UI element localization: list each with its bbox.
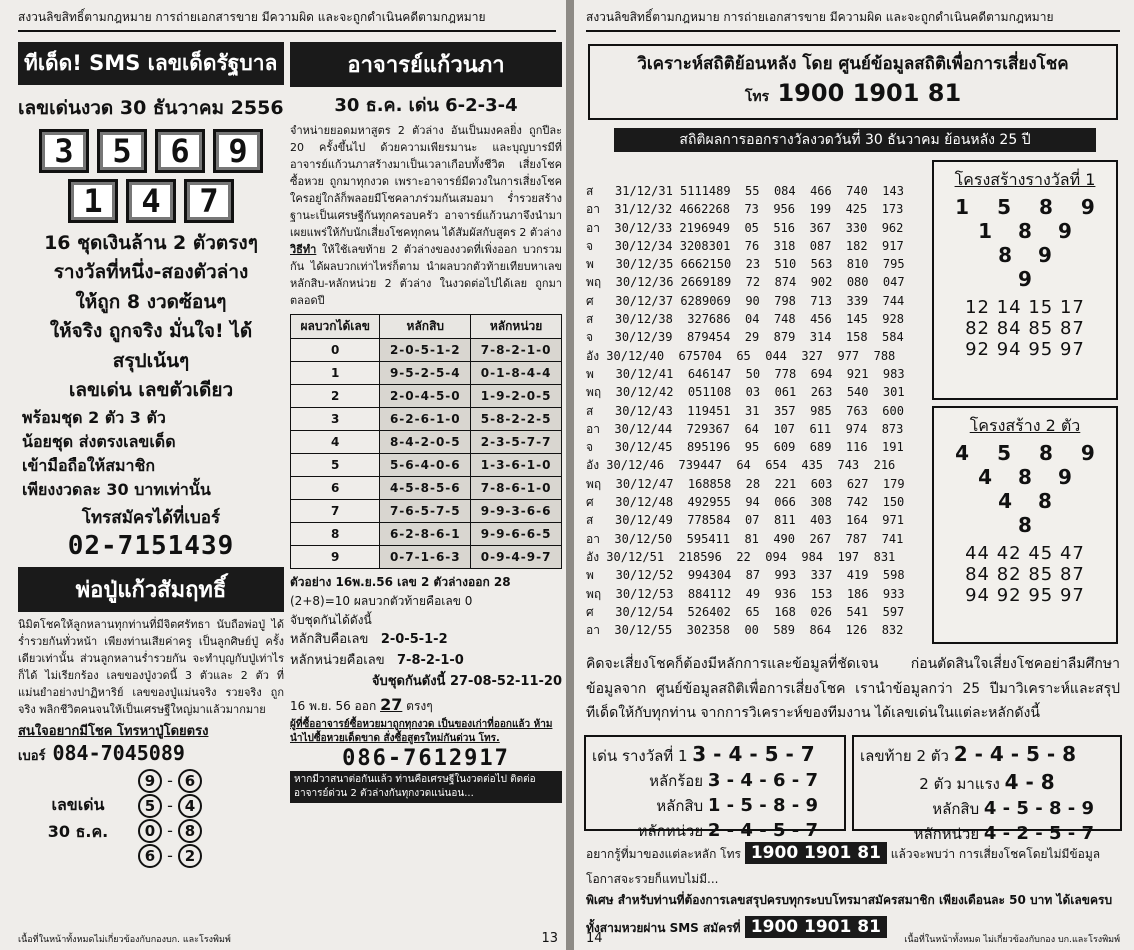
- triangle-digit: 8: [1038, 489, 1052, 513]
- history-row: พฤ 30/12/42 051108 03 061 263 540 301: [586, 385, 905, 400]
- pho-pu-banner: พ่อปู่แก้วสัมฤทธิ์: [18, 567, 284, 612]
- history-row: อา 31/12/32 4662268 73 956 199 425 173: [586, 202, 904, 217]
- table-cell-sum: 6: [291, 476, 380, 499]
- table-cell-tens: 4-5-8-5-6: [380, 476, 471, 499]
- featured-pairs: [138, 768, 202, 869]
- history-row: พฤ 30/12/53 884112 49 936 153 186 933: [586, 586, 905, 601]
- table-cell-units: 1-3-6-1-0: [471, 453, 562, 476]
- table-cell-tens: 2-0-4-5-0: [380, 384, 471, 407]
- digit-position-row: [592, 768, 838, 793]
- example-line: ตัวอย่าง 16พ.ย.56 เลข 2 ตัวล่างออก 28: [290, 574, 511, 589]
- table-cell-sum: 5: [291, 453, 380, 476]
- table-header: หลักหน่วย: [471, 314, 562, 338]
- featured-digit: 0: [138, 819, 162, 843]
- dash: -: [162, 795, 178, 815]
- featured-pair-row: [138, 769, 202, 793]
- triangle-digit: 4: [978, 465, 993, 489]
- structure-2-triangle: [934, 441, 1116, 537]
- triangle-digit: 1: [978, 219, 993, 243]
- table-cell-tens: 0-7-1-6-3: [380, 545, 471, 568]
- triangle-row: [934, 465, 1116, 489]
- history-table: [586, 182, 938, 639]
- promo-line: เลขเด่น เลขตัวเดียว: [68, 379, 234, 402]
- history-row: พ 30/12/52 994304 87 993 337 419 598: [586, 568, 905, 583]
- structure-1-box: [932, 160, 1118, 400]
- promo-line: รางวัลที่หนึ่ง-สองตัวล่าง: [53, 261, 249, 284]
- table-cell-sum: 3: [291, 407, 380, 430]
- result-value: 27: [380, 695, 403, 715]
- table-row: [291, 407, 562, 430]
- triangle-digit: 5: [997, 195, 1011, 219]
- ajarn-headline: 30 ธ.ค. เด่น 6-2-3-4: [334, 95, 518, 116]
- digit-box: 1: [68, 179, 118, 223]
- units-label: หลักหน่วยคือเลข: [290, 652, 385, 668]
- history-row: ส 30/12/38 327686 04 748 456 145 928: [586, 312, 904, 327]
- box-a-title: เด่น รางวัลที่ 1: [592, 747, 688, 765]
- digit-position-label: หลักร้อย: [649, 772, 704, 790]
- luck-phone: 084-7045089: [52, 740, 185, 765]
- box-b-main: 2 - 4 - 5 - 8: [953, 742, 1077, 766]
- right-page: [574, 0, 1134, 950]
- digit-box: 6: [155, 129, 205, 173]
- table-cell-units: 5-8-2-2-5: [471, 407, 562, 430]
- history-row: พ 30/12/35 6662150 23 510 563 810 795: [586, 257, 905, 272]
- digit-box: 4: [126, 179, 176, 223]
- table-cell-units: 0-1-8-4-4: [471, 361, 562, 384]
- triangle-digit: 8: [1018, 513, 1032, 537]
- box-a-main: 3 - 4 - 5 - 7: [692, 742, 815, 766]
- history-row: ศ 30/12/48 492955 94 066 308 742 150: [586, 495, 905, 510]
- history-row: อัง 30/12/40 675704 65 044 327 977 788: [586, 348, 896, 363]
- triangle-digit: 9: [1018, 267, 1032, 291]
- box-two-digit: [852, 735, 1122, 845]
- table-cell-sum: 7: [291, 499, 380, 522]
- table-cell-tens: 2-0-5-1-2: [380, 338, 471, 361]
- table-cell-units: 7-8-6-1-0: [471, 476, 562, 499]
- digit-row-1: [18, 129, 284, 173]
- promo-lines: [18, 229, 284, 406]
- box-b-title: เลขท้าย 2 ตัว: [860, 747, 949, 765]
- digit-position-value: 1 - 5 - 8 - 9: [707, 795, 818, 817]
- bottom-line-2: พิเศษ สำหรับท่านที่ต้องการเลขสรุปครบทุกระบบโทรมาสมัครสมาชิก เพียงเดือนละ 50 บาท ได้เลขครบทั้งสามหวยผ่าน SMS สมัครที่: [586, 893, 1113, 935]
- history-row: ศ 30/12/54 526402 65 168 026 541 597: [586, 604, 905, 619]
- history-row: ศ 30/12/37 6289069 90 798 713 339 744: [586, 293, 905, 308]
- triangle-digit: 9: [1038, 243, 1052, 267]
- digit-position-label: หลักสิบ: [932, 800, 980, 818]
- digit-box: 3: [39, 129, 89, 173]
- box-b-sub-value: 4 - 8: [1004, 770, 1055, 794]
- structure-number-row: 44 42 45 47: [965, 543, 1085, 564]
- table-cell-units: 9-9-3-6-6: [471, 499, 562, 522]
- table-cell-sum: 2: [291, 384, 380, 407]
- history-row: อา 30/12/44 729367 64 107 611 974 873: [586, 421, 904, 436]
- history-row: อา 30/12/33 2196949 05 516 367 330 962: [586, 220, 904, 235]
- title-phone: 1900 1901 81: [777, 79, 962, 107]
- featured-digit: 9: [138, 769, 162, 793]
- structure-1-numbers: [934, 297, 1116, 360]
- featured-date-line: เลขเด่นงวด 30 ธันวาคม 2556: [18, 97, 284, 119]
- table-header: ผลบวกได้เลข: [291, 314, 380, 338]
- result-label: 16 พ.ย. 56 ออก: [290, 699, 377, 714]
- digit-box: 7: [184, 179, 234, 223]
- table-cell-tens: 6-2-6-1-0: [380, 407, 471, 430]
- triangle-digit: 8: [1039, 195, 1053, 219]
- luck-phone-label: เบอร์: [18, 748, 46, 764]
- structure-number-row: 84 82 85 87: [965, 564, 1085, 585]
- apply-label: โทรสมัครได้ที่เบอร์: [81, 507, 221, 528]
- tens-label: หลักสิบคือเลข: [290, 632, 369, 648]
- units-value: 7-8-2-1-0: [397, 652, 464, 668]
- triangle-row: [934, 267, 1116, 291]
- featured-pair-row: [138, 819, 202, 843]
- triangle-row: [934, 489, 1116, 513]
- table-cell-sum: 0: [291, 338, 380, 361]
- history-row: จ 30/12/39 879454 29 879 314 158 584: [586, 330, 904, 345]
- ajarn-banner: อาจารย์แก้วนภา: [290, 42, 562, 87]
- title-box: [588, 44, 1118, 120]
- stats-title: วิเคราะห์สถิติย้อนหลัง โดย ศูนย์ข้อมูลสถิติเพื่อการเสี่ยงโชค: [637, 54, 1069, 74]
- table-cell-units: 2-3-5-7-7: [471, 430, 562, 453]
- triangle-digit: 4: [998, 489, 1012, 513]
- digit-position-label: หลักหน่วย: [913, 825, 980, 844]
- table-cell-tens: 7-6-5-7-5: [380, 499, 471, 522]
- digit-position-value: 2 - 4 - 5 - 7: [707, 820, 818, 842]
- digit-position-value: 4 - 2 - 5 - 7: [983, 823, 1094, 845]
- left-footer: เนื้อที่ในหน้าทั้งหมดไม่เกี่ยวข้องกับกองบก. และโรงพิมพ์: [18, 935, 231, 945]
- triangle-digit: 4: [955, 441, 970, 465]
- promo-line: สรุปเน้นๆ: [112, 349, 190, 372]
- box-b-sub: 2 ตัว มาแรง: [919, 775, 1000, 793]
- triangle-row: [934, 195, 1116, 219]
- table-cell-sum: 8: [291, 522, 380, 545]
- table-cell-tens: 9-5-2-5-4: [380, 361, 471, 384]
- featured-pair-row: [138, 794, 202, 818]
- stats-bar: สถิติผลการออกรางวัลงวดวันที่ 30 ธันวาคม ย้อนหลัง 25 ปี: [614, 128, 1096, 152]
- digit-position-value: 3 - 4 - 6 - 7: [707, 770, 818, 791]
- structure-number-row: 92 94 95 97: [965, 339, 1085, 360]
- structure-number-row: 82 84 85 87: [965, 318, 1085, 339]
- digit-position-label: หลักสิบ: [656, 797, 704, 816]
- result-tail: ตรงๆ: [406, 699, 433, 714]
- featured-digit: 2: [178, 844, 202, 868]
- structure-1-triangle: [934, 195, 1116, 291]
- formula-table: [290, 314, 562, 569]
- featured-pair-row: [138, 844, 202, 868]
- triangle-digit: 1: [955, 195, 970, 219]
- table-row: [291, 499, 562, 522]
- page-number-right: 14: [586, 931, 603, 946]
- offer-line: เข้ามือถือให้สมาชิก: [22, 455, 156, 475]
- how-label: วิธีทำ: [290, 243, 317, 257]
- table-row: [291, 384, 562, 407]
- example-line-3: จับชุดกันได้ดังนี้: [290, 612, 372, 627]
- table-row: [291, 545, 562, 568]
- featured-digit: 4: [178, 794, 202, 818]
- bottom-line-1: อยากรู้ที่มาของแต่ละหลัก โทร: [586, 847, 741, 861]
- table-cell-units: 9-9-6-6-5: [471, 522, 562, 545]
- history-row: พฤ 30/12/36 2669189 72 874 902 080 047: [586, 275, 905, 290]
- dash: -: [162, 845, 178, 865]
- promo-line: ให้ถูก 8 งวดซ้อนๆ: [75, 290, 227, 313]
- set-line: จับชุดกันดังนี้ 27-08-52-11-20: [371, 673, 562, 689]
- table-cell-sum: 4: [291, 430, 380, 453]
- triangle-digit: 8: [1018, 465, 1032, 489]
- digit-box: 5: [97, 129, 147, 173]
- tens-value: 2-0-5-1-2: [380, 632, 448, 648]
- dash: -: [162, 820, 178, 840]
- digit-box: 9: [213, 129, 263, 173]
- box-a-rows: [592, 768, 838, 844]
- copyright-header: สงวนลิขสิทธิ์ตามกฎหมาย การถ่ายเอกสารขาย มีความผิด และจะถูกดำเนินคดีตามกฎหมาย: [18, 8, 556, 32]
- ajarn-phone: 086-7612917: [342, 746, 510, 772]
- ajarn-column: [290, 42, 562, 918]
- table-cell-tens: 8-4-2-0-5: [380, 430, 471, 453]
- featured-label: เลขเด่น: [51, 795, 105, 815]
- triangle-digit: 9: [1057, 465, 1072, 489]
- page-number-left: 13: [541, 931, 558, 946]
- digit-position-value: 4 - 5 - 8 - 9: [983, 798, 1094, 819]
- sms-phone: 02-7151439: [67, 530, 235, 561]
- triangle-digit: 8: [1039, 441, 1053, 465]
- featured-digit: 6: [178, 769, 202, 793]
- offer-line: เพียงงวดละ 30 บาทเท่านั้น: [22, 479, 211, 499]
- promo-line: ให้จริง ถูกจริง มั่นใจ! ได้: [49, 320, 253, 343]
- digit-position-row: [860, 796, 1114, 821]
- pho-pu-body: นิมิตโชคให้ลูกหลานทุกท่านที่มีจิตศรัทธา นับถือพ่อปู่ ได้ร่ำรวยกันทั่วหน้า เพียงท่านเสียค่าครู เป็นลูกศิษย์ปู่ ครั้งเดียวเท่านั้น ส่วนลูกหลานร่ำรวยกัน จะทำบุญกับปู่เท่าไรก็ได้ ไม่เรียกร้อง เลขของปู่งวดนี้ 3 ตัวและ 2 ตัว ที่แม่นยำอย่างปาฏิหาริย์ เลขของปู่แม่นจริง รวยจริง ถูกจริง พลิกชีวิตคนจนให้เป็นเศรษฐีใหญ่มาแล้วมากมาย: [18, 617, 284, 716]
- triangle-digit: 9: [1080, 195, 1095, 219]
- featured-digit: 6: [138, 844, 162, 868]
- luck-line: สนใจอยากมีโชค โทรหาปู่โดยตรง: [18, 723, 209, 739]
- table-cell-sum: 9: [291, 545, 380, 568]
- copyright-header-right: สงวนลิขสิทธิ์ตามกฎหมาย การถ่ายเอกสารขาย มีความผิด และจะถูกดำเนินคดีตามกฎหมาย: [586, 8, 1120, 32]
- table-cell-units: 0-9-4-9-7: [471, 545, 562, 568]
- table-row: [291, 522, 562, 545]
- triangle-digit: 8: [1018, 219, 1032, 243]
- triangle-digit: 9: [1080, 441, 1095, 465]
- promo-line: 16 ชุดเงินล้าน 2 ตัวตรงๆ: [44, 232, 258, 254]
- history-row: พ 30/12/41 646147 50 778 694 921 983: [586, 366, 905, 381]
- table-cell-sum: 1: [291, 361, 380, 384]
- example-line-2: (2+8)=10 ผลบวกตัวท้ายคือเลข 0: [290, 593, 473, 608]
- structure-1-title: โครงสร้างรางวัลที่ 1: [954, 170, 1096, 189]
- bottom-phone: 1900 1901 81: [745, 842, 887, 864]
- structure-2-title: โครงสร้าง 2 ตัว: [969, 416, 1081, 435]
- dash: -: [162, 770, 178, 790]
- triangle-row: [934, 441, 1116, 465]
- table-cell-units: 1-9-2-0-5: [471, 384, 562, 407]
- structure-2-box: [932, 406, 1118, 644]
- triangle-row: [934, 513, 1116, 537]
- structure-number-row: 94 92 95 97: [965, 585, 1085, 606]
- ajarn-body: จำหน่ายยอดมหาสูตร 2 ตัวล่าง อันเป็นมงคลยิ่ง ถูกปีละ 20 ครั้งขึ้นไป ด้วยความเพียรมานะ และบุญบารมีที่อาจารย์แก้วนภาสร้างมาเป็นเวลาเกือบทั้งชีวิต เสี่ยงโชคซื้อหวย ถูกมาทุกงวด เพราะอาจารย์มีดวงในการเสี่ยงโชค ใครอยู่ใกล้ก็พลอยมีโชคลาภร่วมกันเสมอมา ร่ำรวยสร้างฐานะเป็นเศรษฐีกันทุกครอบครัว อาจารย์แก้วนภาจึงนำมาเผยแพร่ให้กับนักเสี่ยงโชคทุกคน ได้สัมผัสกับสูตร 2 ตัวล่าง: [290, 124, 562, 240]
- sms-column: [18, 42, 284, 918]
- offer-line: น้อยชุด ส่งตรงเลขเด็ด: [22, 431, 176, 451]
- box-first-prize: [584, 735, 846, 842]
- history-row: พฤ 30/12/47 168858 28 221 603 627 179: [586, 476, 905, 491]
- history-row: จ 30/12/34 3208301 76 318 087 182 917: [586, 238, 904, 253]
- table-cell-units: 7-8-2-1-0: [471, 338, 562, 361]
- digit-row-2: [18, 179, 284, 223]
- offer-lines: [18, 406, 284, 502]
- bottom-phone-2: 1900 1901 81: [745, 916, 887, 938]
- bottom-line-1-tail: แล้วจะพบว่า การเสี่ยงโชคโดยไม่มีข้อมูล โอกาสจะรวยก็แทบไม่มี...: [586, 847, 1101, 886]
- table-cell-tens: 5-6-4-0-6: [380, 453, 471, 476]
- featured-digit: 5: [138, 794, 162, 818]
- triangle-row: [934, 219, 1116, 243]
- triangle-digit: 8: [998, 243, 1012, 267]
- featured-date: 30 ธ.ค.: [47, 822, 109, 842]
- table-row: [291, 430, 562, 453]
- table-header: หลักสิบ: [380, 314, 471, 338]
- triangle-digit: 5: [997, 441, 1011, 465]
- analysis-paragraph: คิดจะเสี่ยงโชคก็ต้องมีหลักการและข้อมูลที่ชัดเจน ก่อนตัดสินใจเสี่ยงโชคอย่าลืมศึกษาข้อมูลจาก ศูนย์ข้อมูลสถิติเพื่อการเสี่ยงโชค เรานำข้อมูลกว่า 25 ปีมาวิเคราะห์และสรุปทีเด็ดให้กับทุกท่าน จากการวิเคราะห์ของทีมงาน ได้เลขเด่นในแต่ละหลักดังนี้: [586, 656, 1120, 721]
- table-row: [291, 361, 562, 384]
- triangle-row: [934, 243, 1116, 267]
- right-footer: เนื้อที่ในหน้าทั้งหมด ไม่เกี่ยวข้องกับกอง บก.และโรงพิมพ์: [904, 935, 1120, 945]
- history-row: อัง 30/12/46 739447 64 654 435 743 216: [586, 458, 896, 473]
- left-page: [0, 0, 566, 950]
- how-text: ให้ใช้เลขท้าย 2 ตัวล่างของงวดที่เพิ่งออก บวกรวมกัน ได้ผลบวกเท่าไหร่ก็ตาม นำผลบวกตัวท้ายเทียบหาเลขหลักสิบ-หลักหน่วย 2 ตัวล่าง ในงวดต่อไปได้เลย ถูกมาตลอดปี: [290, 243, 562, 308]
- table-row: [291, 338, 562, 361]
- triangle-digit: 9: [1057, 219, 1072, 243]
- table-cell-tens: 6-2-8-6-1: [380, 522, 471, 545]
- history-row: จ 30/12/45 895196 95 609 689 116 191: [586, 440, 904, 455]
- history-row: ส 31/12/31 5111489 55 084 466 740 143: [586, 184, 904, 198]
- table-row: [291, 476, 562, 499]
- table-row: [291, 453, 562, 476]
- structure-2-numbers: [934, 543, 1116, 606]
- phone-label: โทร: [744, 89, 770, 105]
- history-row: อัง 30/12/51 218596 22 094 984 197 831: [586, 549, 896, 564]
- bottom-text: [586, 838, 1122, 942]
- history-row: อา 30/12/50 595411 81 490 267 787 741: [586, 531, 904, 546]
- history-row: อา 30/12/55 302358 00 589 864 126 832: [586, 623, 904, 638]
- digit-position-row: [592, 793, 838, 818]
- sms-banner: ทีเด็ด! SMS เลขเด็ดรัฐบาล: [18, 42, 284, 85]
- structure-number-row: 12 14 15 17: [965, 297, 1085, 318]
- offer-line: พร้อมชุด 2 ตัว 3 ตัว: [22, 407, 166, 427]
- digit-position-label: หลักหน่วย: [637, 822, 704, 841]
- warning-note: ผู้ที่ซื้ออาจารย์ซื้อหวยมาถูกทุกงวด เป็นของเก่าที่ออกแล้ว ห้ามนำไปซื้อหวยเด็ดขาด สั่งซื้อสูตรใหม่กันด่วน โทร.: [290, 719, 553, 745]
- history-row: ส 30/12/43 119451 31 357 985 763 600: [586, 403, 904, 418]
- featured-digit: 8: [178, 819, 202, 843]
- ajarn-bottom: หากมีวาสนาต่อกันแล้ว ท่านคือเศรษฐีในงวดต่อไป ติดต่ออาจารย์ด่วน 2 ตัวล่างกันทุกงวดแน่นอน...: [290, 771, 562, 803]
- history-row: ส 30/12/49 778584 07 811 403 164 971: [586, 513, 904, 528]
